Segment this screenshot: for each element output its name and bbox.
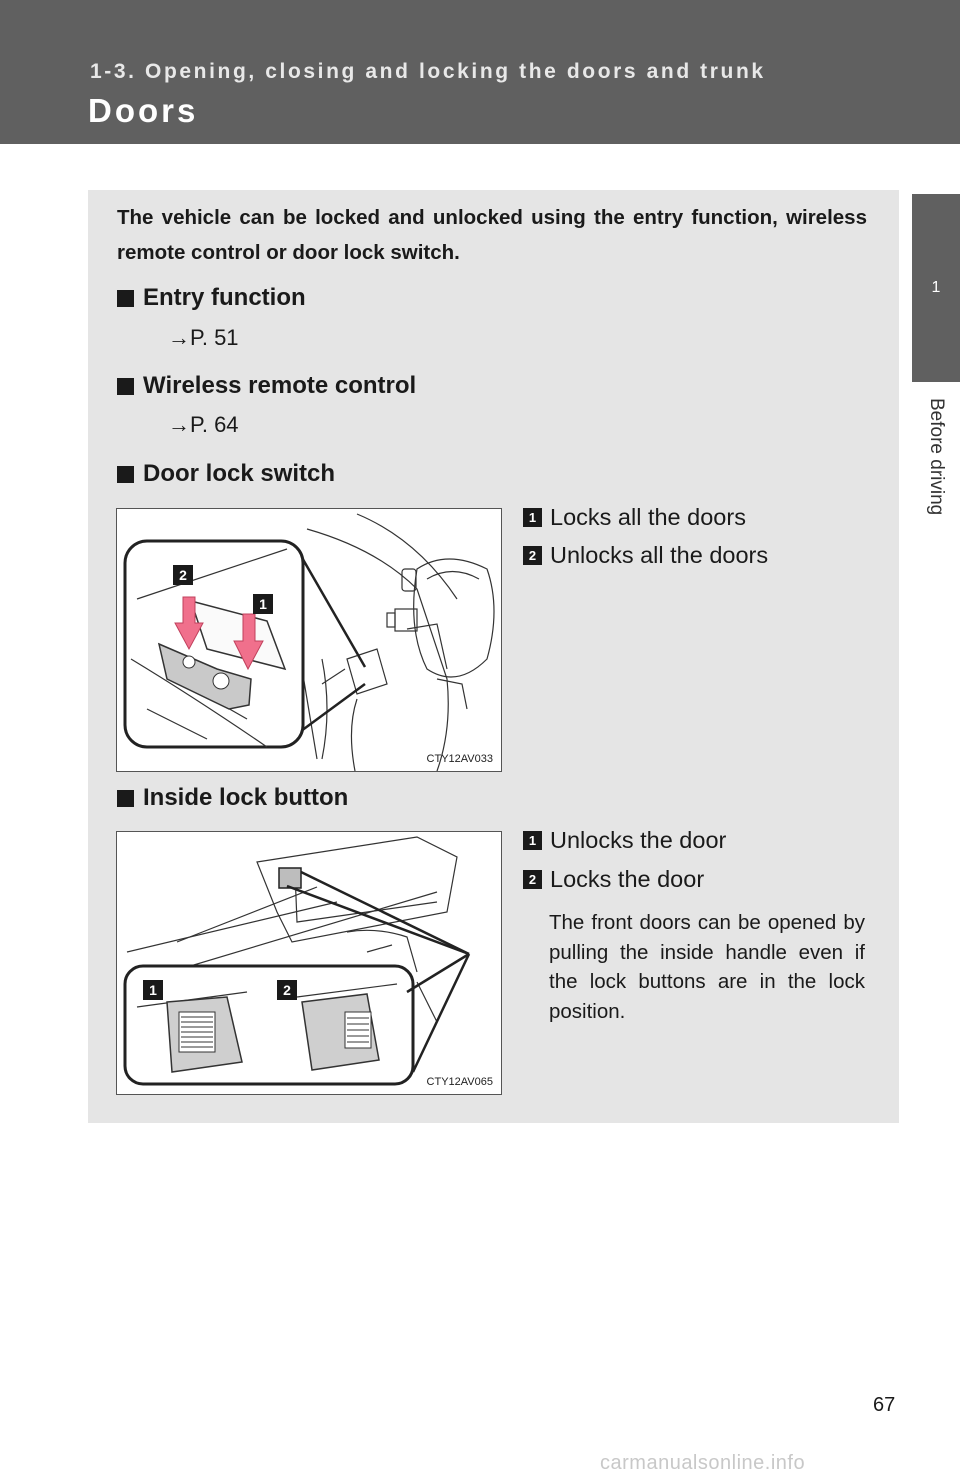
- inside-step-2: 2 Locks the door: [523, 866, 704, 893]
- ref-wireless-remote: →P. 64: [168, 412, 239, 437]
- heading-entry-function: Entry function: [117, 284, 306, 312]
- page-title: Doors: [88, 92, 199, 129]
- ref-entry-function: →P. 51: [168, 325, 239, 350]
- inside-step-1: 1 Unlocks the door: [523, 827, 726, 854]
- chapter-tab-number: 1: [912, 194, 960, 382]
- svg-text:1: 1: [259, 596, 267, 612]
- door-lock-switch-figure: [116, 508, 502, 772]
- section-title: 1-3. Opening, closing and locking the doors and trunk: [90, 60, 766, 83]
- step-badge: 2: [523, 546, 542, 565]
- watermark: carmanualsonline.info: [600, 1452, 806, 1474]
- page-header: [0, 0, 960, 144]
- inside-lock-button-illustration: [117, 832, 501, 1094]
- switch-step-1: 1 Locks all the doors: [523, 504, 746, 531]
- switch-step-2: 2 Unlocks all the doors: [523, 542, 768, 569]
- step-badge: 1: [523, 831, 542, 850]
- bullet-square-icon: [117, 378, 134, 395]
- bullet-square-icon: [117, 290, 134, 307]
- page-number: 67: [873, 1394, 896, 1416]
- figure-code: CTY12AV065: [426, 1076, 493, 1088]
- step-badge: 2: [523, 870, 542, 889]
- door-lock-switch-illustration: [117, 509, 501, 771]
- chapter-tab-label-text: Before driving: [926, 398, 947, 516]
- step-badge: 1: [523, 508, 542, 527]
- intro-text: The vehicle can be locked and unlocked using the entry function, wireless remote control or door lock switch.: [117, 206, 867, 264]
- inside-note: The front doors can be opened by pulling the inside handle even if the lock buttons are in the lock position.: [549, 911, 865, 1023]
- heading-wireless-remote: Wireless remote control: [117, 372, 416, 400]
- chapter-tab-label: [912, 382, 960, 532]
- heading-inside-lock-button: Inside lock button: [117, 784, 348, 812]
- figure-code: CTY12AV033: [426, 753, 493, 765]
- bullet-square-icon: [117, 790, 134, 807]
- bullet-square-icon: [117, 466, 134, 483]
- svg-text:1: 1: [149, 982, 157, 998]
- svg-text:2: 2: [179, 567, 187, 583]
- svg-text:2: 2: [283, 982, 291, 998]
- heading-door-lock-switch: Door lock switch: [117, 460, 335, 488]
- inside-lock-button-figure: [116, 831, 502, 1095]
